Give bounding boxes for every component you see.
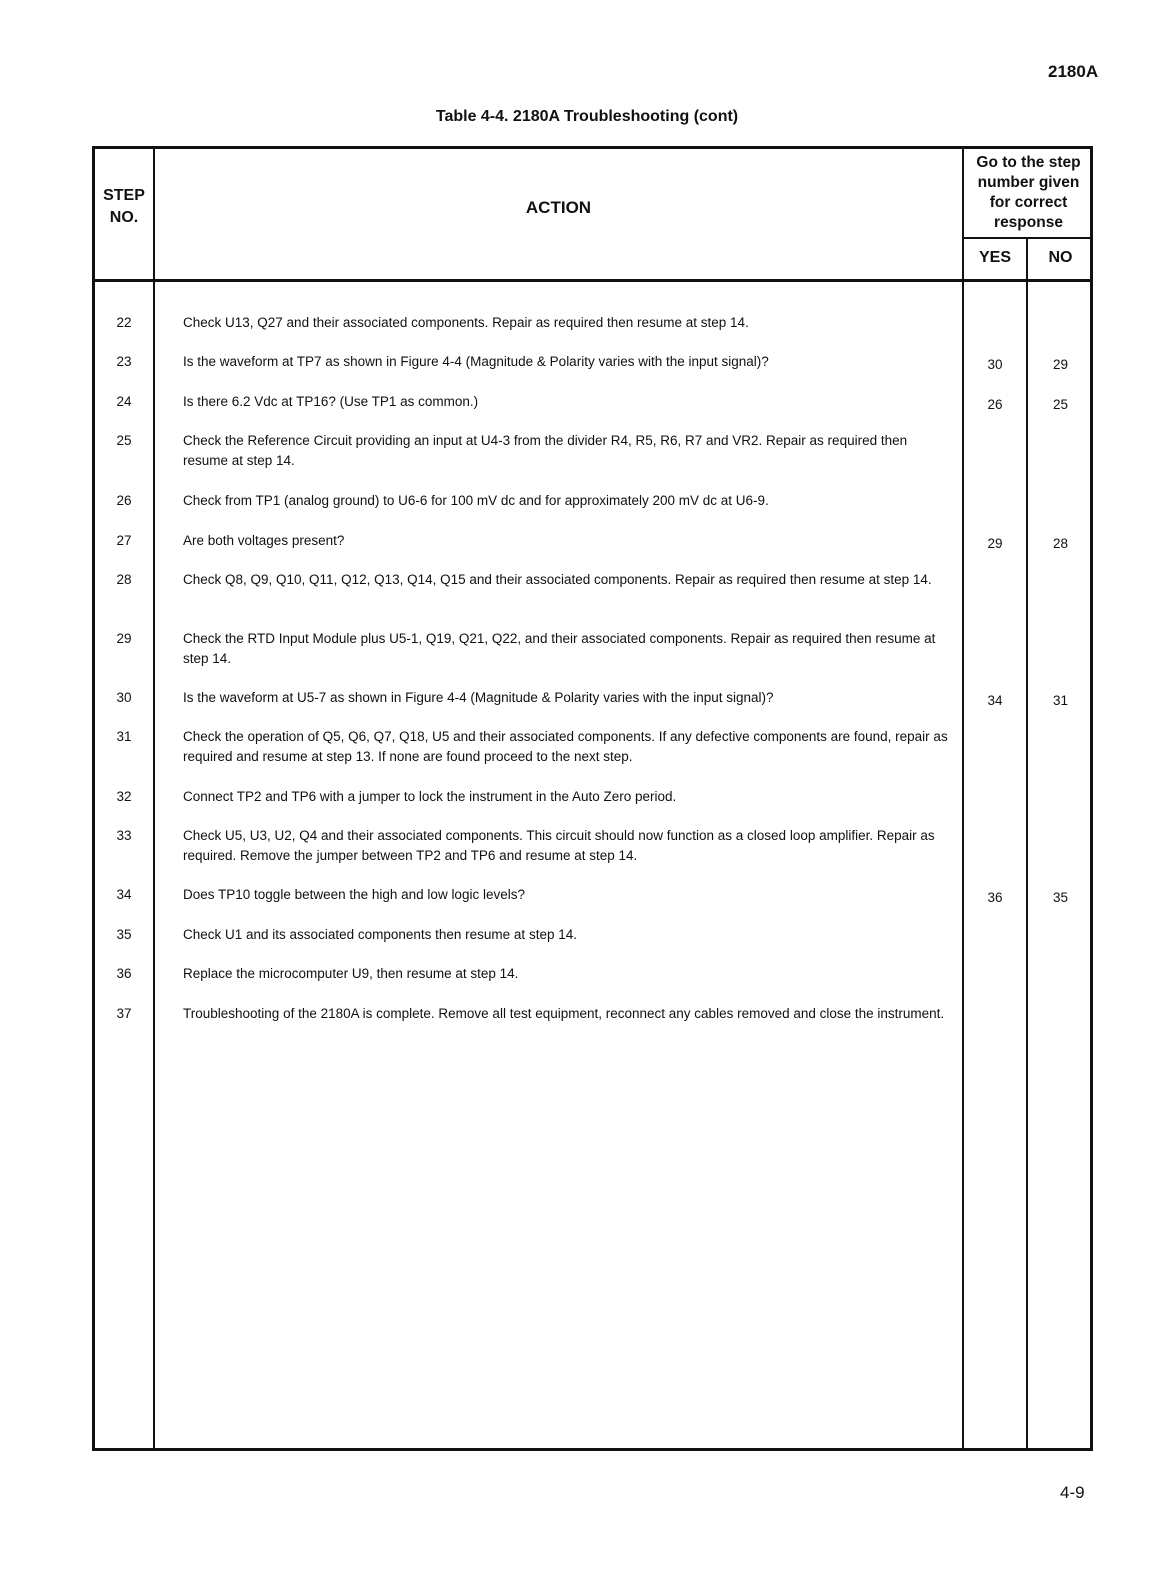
no-step: 28 (1052, 536, 1069, 551)
action-text: Connect TP2 and TP6 with a jumper to lock the instrument in the Auto Zero period. (183, 789, 677, 804)
header-goto-line: response (994, 214, 1063, 231)
header-action: ACTION (525, 198, 592, 217)
action-text: Is there 6.2 Vdc at TP16? (Use TP1 as common.) (183, 394, 479, 409)
header-no: NO (1048, 249, 1073, 266)
action-text: Troubleshooting of the 2180A is complete. Remove all test equipment, reconnect any cables removed and close the instrument. (183, 1006, 945, 1021)
action-text: Check from TP1 (analog ground) to U6-6 for 100 mV dc and for approximately 200 mV dc at U6-9. (183, 493, 769, 508)
step-number: 22 (116, 315, 132, 330)
troubleshooting-table (92, 146, 1093, 1451)
action-text: Does TP10 toggle between the high and low logic levels? (183, 887, 525, 902)
no-step: 25 (1052, 397, 1069, 412)
action-text: Check U5, U3, U2, Q4 and their associated components. This circuit should now function as a closed loop amplifier. Repair as required. Remove the jumper between TP2 and TP6 and resume at step 14. (183, 828, 935, 863)
header-divider (95, 279, 1090, 282)
yes-step: 29 (987, 536, 1003, 551)
no-step: 29 (1052, 357, 1069, 372)
step-number: 27 (116, 533, 132, 548)
step-number: 24 (116, 394, 132, 409)
step-number: 33 (116, 828, 132, 843)
action-text: Check U13, Q27 and their associated components. Repair as required then resume at step 14. (183, 315, 749, 330)
action-text: Check U1 and its associated components then resume at step 14. (183, 927, 577, 942)
yes-step: 30 (987, 357, 1003, 372)
header-goto-line: Go to the step (976, 154, 1081, 171)
action-text: Check Q8, Q9, Q10, Q11, Q12, Q13, Q14, Q15 and their associated components. Repair as required then resume at step 14. (183, 572, 932, 587)
no-step: 31 (1052, 693, 1069, 708)
step-number: 30 (116, 690, 132, 705)
action-text: Check the RTD Input Module plus U5-1, Q19, Q21, Q22, and their associated components. Repair as required then resume at step 14. (183, 631, 936, 666)
model-label: 2180A (1048, 62, 1099, 81)
step-number: 25 (116, 433, 132, 448)
action-text: Is the waveform at U5-7 as shown in Figure 4-4 (Magnitude & Polarity varies with the input signal)? (183, 690, 774, 705)
step-number: 35 (116, 927, 132, 942)
action-text: Check the operation of Q5, Q6, Q7, Q18, U5 and their associated components. If any defective components are found, repair as required and resume at step 13. If none are found proceed to the next step. (183, 729, 948, 764)
header-step-line: STEP (103, 187, 145, 204)
header-yes: YES (978, 249, 1011, 266)
action-text: Check the Reference Circuit providing an input at U4-3 from the divider R4, R5, R6, R7 and VR2. Repair as required then resume at step 14. (183, 433, 908, 468)
column-divider (153, 149, 155, 1448)
step-number: 32 (116, 789, 132, 804)
column-divider (1026, 239, 1028, 1448)
column-divider (962, 149, 964, 1448)
action-text: Are both voltages present? (183, 533, 345, 548)
yes-step: 34 (987, 693, 1003, 708)
subheader-divider (962, 237, 1090, 239)
no-step: 35 (1052, 890, 1069, 905)
header-step-no (95, 185, 153, 229)
yes-step: 26 (987, 397, 1003, 412)
table-title: Table 4-4. 2180A Troubleshooting (cont) (435, 108, 739, 125)
step-number: 28 (116, 572, 132, 587)
header-goto-line: for correct (989, 194, 1068, 211)
step-number: 36 (116, 966, 132, 981)
header-goto-line: number given (977, 174, 1080, 191)
yes-step: 36 (987, 890, 1003, 905)
action-text: Is the waveform at TP7 as shown in Figure 4-4 (Magnitude & Polarity varies with the input signal)? (183, 354, 769, 369)
step-number: 34 (116, 887, 132, 902)
step-number: 37 (116, 1006, 132, 1021)
header-goto (964, 153, 1093, 233)
header-step-line: NO. (109, 209, 139, 226)
action-text: Replace the microcomputer U9, then resume at step 14. (183, 966, 519, 981)
step-number: 29 (116, 631, 132, 646)
page-number: 4-9 (1060, 1483, 1085, 1502)
step-number: 23 (116, 354, 132, 369)
step-number: 26 (116, 493, 132, 508)
step-number: 31 (116, 729, 132, 744)
